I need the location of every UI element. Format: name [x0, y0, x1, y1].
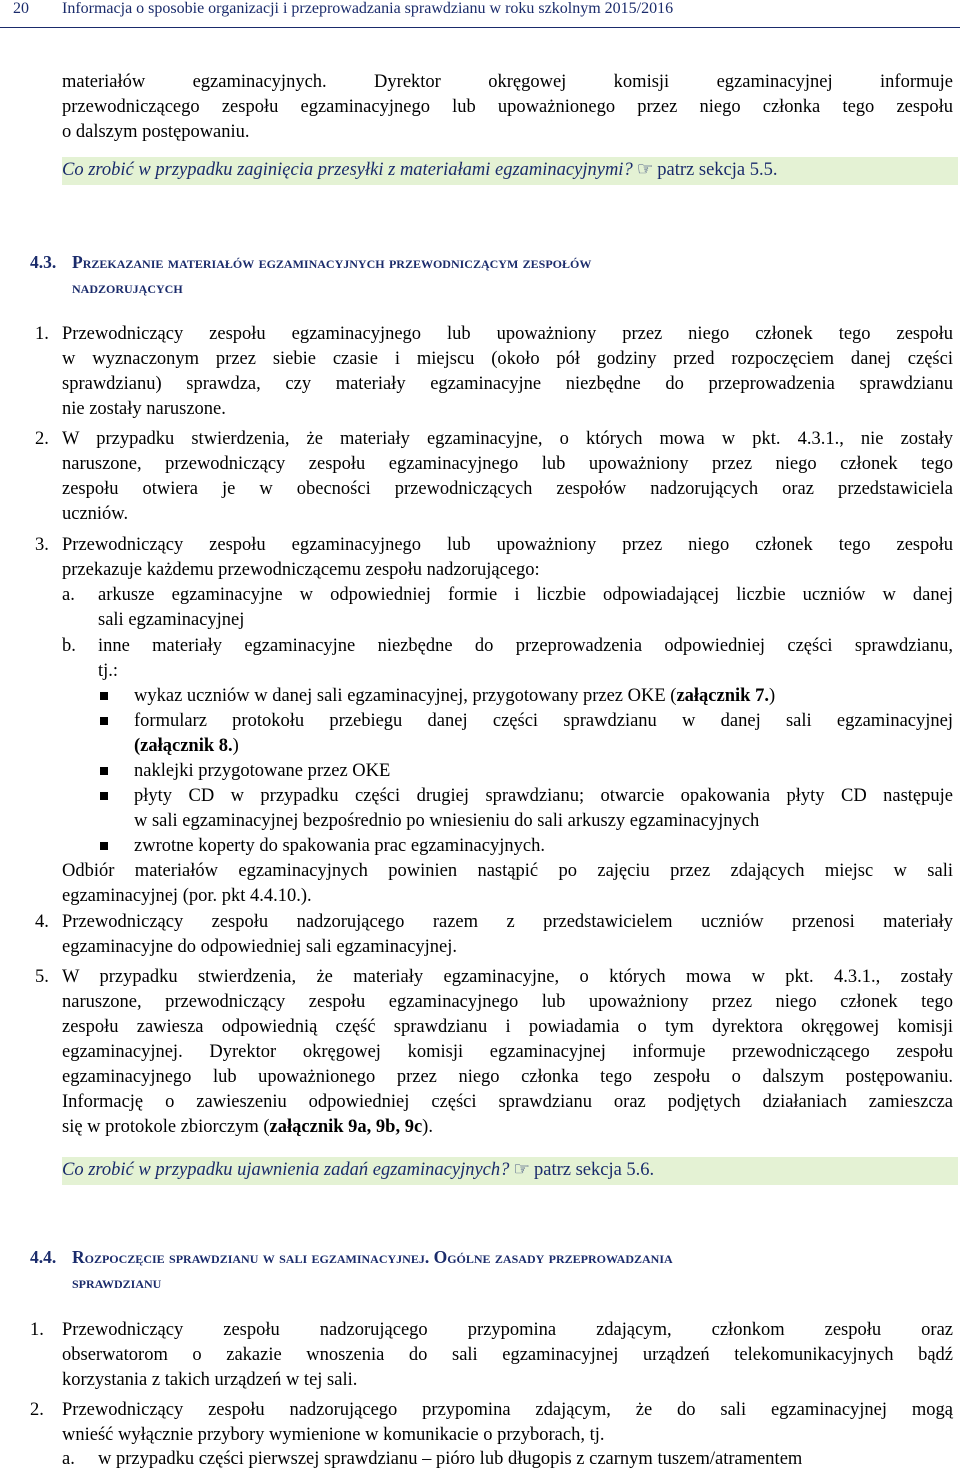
item-number: 3.	[35, 535, 49, 555]
p3-odbior-line-1: Odbiór materiałów egzaminacyjnych powinien nastąpić po zajęciu przez zdających miejsc w sali	[62, 861, 953, 881]
section-title-4-3-cont: nadzorujących	[72, 277, 183, 297]
p5-line-6: Informację o zawieszeniu odpowiedniej części sprawdzianu oraz podjętych działaniach zamieszcza	[62, 1092, 953, 1112]
p5-line-1: W przypadku stwierdzenia, że materiały egzaminacyjne, o których mowa w pkt. 4.3.1., zostały	[62, 967, 953, 987]
item-number: 2.	[30, 1400, 44, 1420]
page-header	[0, 0, 960, 30]
p2-line-4: uczniów.	[62, 504, 129, 524]
callout-reference[interactable]: patrz sekcja 5.5.	[657, 160, 778, 180]
p5-line-5: egzaminacyjnego lub upoważnionego przez niego członka tego zespołu o dalszym postępowaniu.	[62, 1067, 953, 1087]
pointing-hand-icon: ☞	[636, 160, 654, 180]
s44p1-line-2: obserwatorom o zakazie wnoszenia do sali egzaminacyjnej urządzeń telekomunikacyjnych bądź	[62, 1345, 953, 1365]
callout-question: Co zrobić w przypadku zaginięcia przesyłki z materiałami egzaminacyjnymi?	[62, 160, 633, 180]
section-number-4-3: 4.3.	[30, 252, 57, 272]
callout-lost-shipment[interactable]	[62, 157, 958, 185]
p2-line-3: zespołu otwiera je w obecności przewodniczących zespołów nadzorujących oraz przedstawiciela	[62, 479, 953, 499]
section-number-4-4: 4.4.	[30, 1247, 57, 1267]
p4-line-2: egzaminacyjne do odpowiedniej sali egzaminacyjnej.	[62, 937, 458, 957]
p3a-line-1: arkusze egzaminacyjne w odpowiedniej formie i liczbie odpowiadającej liczbie uczniów w danej	[98, 585, 953, 605]
bullet	[100, 792, 108, 800]
bullet	[100, 842, 108, 850]
s44p1-line-1: Przewodniczący zespołu nadzorującego przypomina zdającym, członkom zespołu oraz	[62, 1320, 953, 1340]
list-letter: b.	[62, 636, 76, 656]
bullet-item-1: wykaz uczniów w danej sali egzaminacyjnej, przygotowany przez OKE (załącznik 7.)	[134, 686, 776, 706]
bullet-item-2: formularz protokołu przebiegu danej części sprawdzianu w danej sali egzaminacyjnej	[134, 711, 953, 731]
item-number: 2.	[35, 429, 49, 449]
s44p1-line-3: korzystania z takich urządzeń w tej sali.	[62, 1370, 358, 1390]
intro-line-1: materiałów egzaminacyjnych. Dyrektor okręgowej komisji egzaminacyjnej informuje	[62, 72, 953, 92]
section-title-4-4: Rozpoczęcie sprawdzianu w sali egzaminacyjnej. Ogólne zasady przeprowadzania	[72, 1247, 673, 1267]
bullet-item-4: płyty CD w przypadku części drugiej sprawdzianu; otwarcie opakowania płyty CD następuje	[134, 786, 953, 806]
item-number: 4.	[35, 912, 49, 932]
p3-line-2: przekazuje każdemu przewodniczącemu zespołu nadzorującego:	[62, 560, 540, 580]
page-number: 20	[13, 0, 29, 17]
p3b-line-2: tj.:	[98, 661, 119, 681]
s44p2-line-2: wnieść wyłącznie przybory wymienione w komunikacie o przyborach, tj.	[62, 1425, 605, 1445]
p3b-line-1: inne materiały egzaminacyjne niezbędne do przeprowadzenia odpowiedniej części sprawdzianu,	[98, 636, 953, 656]
bullet	[100, 767, 108, 775]
p1-line-3: sprawdzianu) sprawdza, czy materiały egzaminacyjne niezbędne do przeprowadzenia sprawdzianu	[62, 374, 953, 394]
s44p2a-line-1: w przypadku części pierwszej sprawdzianu – pióro lub długopis z czarnym tuszem/atramentem	[98, 1449, 803, 1469]
list-letter: a.	[62, 1449, 75, 1469]
p4-line-1: Przewodniczący zespołu nadzorującego razem z przedstawicielem uczniów przenosi materiały	[62, 912, 953, 932]
p3a-line-2: sali egzaminacyjnej	[98, 610, 245, 630]
bullet	[100, 692, 108, 700]
callout-reference[interactable]: patrz sekcja 5.6.	[533, 1160, 655, 1180]
item-number: 1.	[30, 1320, 44, 1340]
p5-line-3: zespołu zawiesza odpowiednią część sprawdzianu i powiadamia o tym dyrektora okręgowej komisji	[62, 1017, 953, 1037]
bullet	[100, 717, 108, 725]
item-number: 5.	[35, 967, 49, 987]
section-title-4-4-cont: sprawdzianu	[72, 1272, 162, 1292]
bullet-item-2-cont: (załącznik 8.)	[134, 736, 239, 756]
pointing-hand-icon: ☞	[513, 1160, 530, 1180]
callout-question: Co zrobić w przypadku ujawnienia zadań egzaminacyjnych?	[62, 1160, 510, 1180]
p1-line-2: w wyznaczonym przez siebie czasie i miejscu (około pół godziny przed rozpoczęciem danej części	[62, 349, 953, 369]
item-number: 1.	[35, 324, 49, 344]
bullet-item-3: naklejki przygotowane przez OKE	[134, 761, 391, 781]
list-letter: a.	[62, 585, 75, 605]
intro-line-3: o dalszym postępowaniu.	[62, 122, 250, 142]
callout-disclosed-tasks[interactable]	[62, 1157, 958, 1185]
header-rule	[0, 27, 960, 28]
header-title: Informacja o sposobie organizacji i przeprowadzania sprawdzianu w roku szkolnym 2015/2016	[62, 0, 674, 17]
section-title-4-3: Przekazanie materiałów egzaminacyjnych przewodniczącym zespołów	[72, 252, 592, 272]
p2-line-2: naruszone, przewodniczący zespołu egzaminacyjnego lub upoważniony przez niego członek tego	[62, 454, 953, 474]
s44p2-line-1: Przewodniczący zespołu nadzorującego przypomina zdającym, że do sali egzaminacyjnej mogą	[62, 1400, 953, 1420]
bullet-item-4-cont: w sali egzaminacyjnej bezpośrednio po wniesieniu do sali arkuszy egzaminacyjnych	[134, 811, 760, 831]
p5-line-4: egzaminacyjnej. Dyrektor okręgowej komisji egzaminacyjnej informuje przewodniczącego zespołu	[62, 1042, 953, 1062]
p5-line-2: naruszone, przewodniczący zespołu egzaminacyjnego lub upoważniony przez niego członek tego	[62, 992, 953, 1012]
bullet-item-5: zwrotne koperty do spakowania prac egzaminacyjnych.	[134, 836, 545, 856]
p1-line-1: Przewodniczący zespołu egzaminacyjnego lub upoważniony przez niego członek tego zespołu	[62, 324, 953, 344]
p5-line-7: się w protokole zbiorczym (załącznik 9a, 9b, 9c).	[62, 1117, 433, 1137]
intro-line-2: przewodniczącego zespołu egzaminacyjnego lub upoważnionego przez niego członka tego zespołu	[62, 97, 953, 117]
p3-odbior-line-2: egzaminacyjnej (por. pkt 4.4.10.).	[62, 886, 312, 906]
p1-line-4: nie zostały naruszone.	[62, 399, 226, 419]
p2-line-1: W przypadku stwierdzenia, że materiały egzaminacyjne, o których mowa w pkt. 4.3.1., nie zostały	[62, 429, 953, 449]
p3-line-1: Przewodniczący zespołu egzaminacyjnego lub upoważniony przez niego członek tego zespołu	[62, 535, 953, 555]
